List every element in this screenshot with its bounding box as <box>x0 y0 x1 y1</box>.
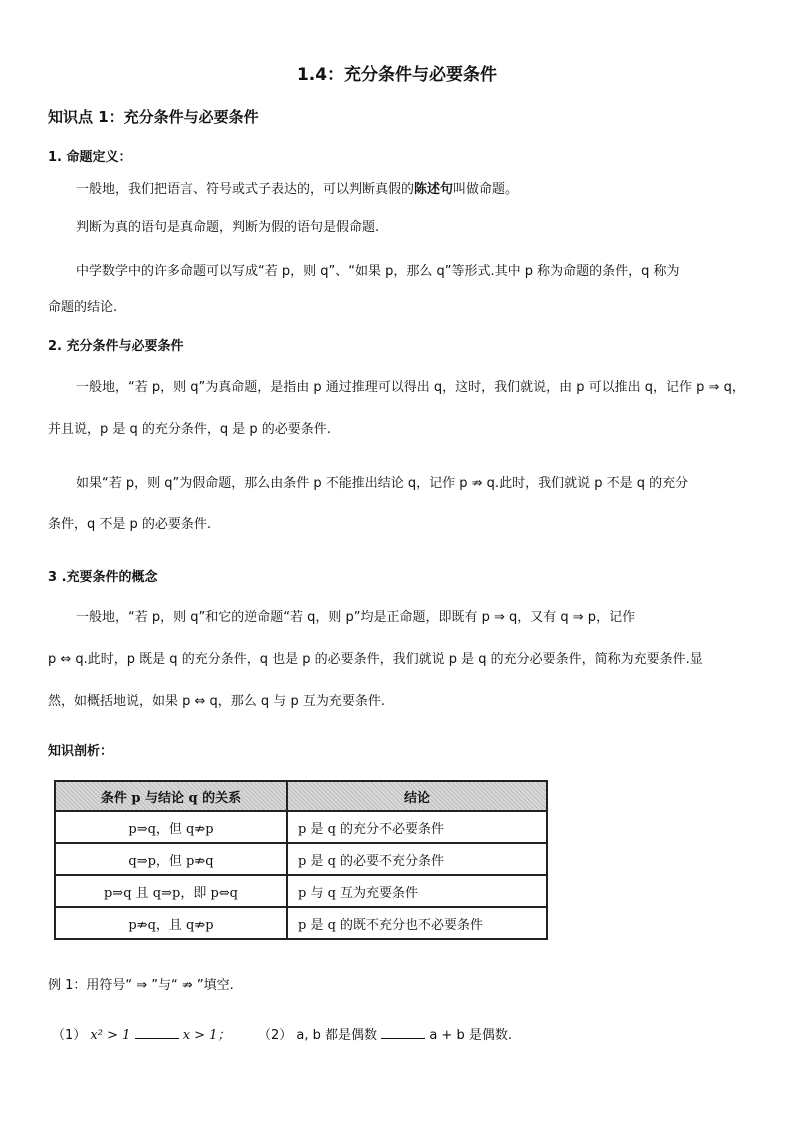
page-title: 1.4：充分条件与必要条件 <box>296 65 498 85</box>
table-cell-condition: p⇒q，但 q⇏p <box>55 811 287 843</box>
s1-line4: 命题的结论. <box>48 300 118 315</box>
example-q2 <box>258 1024 512 1046</box>
s1-line1a: 一般地，我们把语言、符号或式子表达的，可以判断真假的 <box>76 182 415 197</box>
table-row <box>55 875 547 907</box>
q2-number: （2） <box>258 1028 293 1043</box>
table-cell-conclusion: p 是 q 的充分不必要条件 <box>287 811 547 843</box>
table-row <box>55 843 547 875</box>
example-intro: 例 1：用符号“ ⇒ ”与“ ⇏ ”填空. <box>48 978 234 993</box>
q2-right: a + b 是偶数. <box>429 1028 512 1043</box>
q1-right: x > 1； <box>182 1028 231 1043</box>
q2-answer-blank[interactable] <box>381 1024 425 1039</box>
relation-table <box>54 780 548 940</box>
s2-line1: 一般地，“若 p，则 q”为真命题，是指由 p 通过推理可以得出 q，这时，我们就说，由 p 可以推出 q，记作 p ⇒ q， <box>76 380 745 395</box>
q2-left: a, b 都是偶数 <box>296 1028 378 1043</box>
s1-line1 <box>76 180 518 200</box>
q1-answer-blank[interactable] <box>135 1024 179 1039</box>
table-header-row <box>55 781 547 811</box>
table-row <box>55 907 547 939</box>
table-header-conclusion: 结论 <box>287 781 547 811</box>
q1-left: x² > 1 <box>90 1028 131 1043</box>
s2-line4: 条件，q 不是 p 的必要条件. <box>48 517 212 532</box>
s1-line3: 中学数学中的许多命题可以写成“若 p，则 q”、“如果 p，那么 q”等形式.其中 p 称为命题的条件，q 称为 <box>76 264 680 279</box>
s1-line1b: 陈述句 <box>414 182 454 197</box>
analysis-heading: 知识剖析： <box>48 744 114 759</box>
example-q1 <box>52 1024 230 1046</box>
table-cell-condition: q⇒p，但 p⇏q <box>55 843 287 875</box>
s3-line1: 一般地，“若 p，则 q”和它的逆命题“若 q，则 p”均是正命题，即既有 p ⇒ q，又有 q ⇒ p，记作 <box>76 610 636 625</box>
s2-line2: 并且说，p 是 q 的充分条件，q 是 p 的必要条件. <box>48 422 331 437</box>
table-cell-conclusion: p 是 q 的必要不充分条件 <box>287 843 547 875</box>
s2-line3: 如果“若 p，则 q”为假命题，那么由条件 p 不能推出结论 q，记作 p ⇏ q.此时，我们就说 p 不是 q 的充分 <box>76 476 689 491</box>
s1-line1c: 叫做命题。 <box>453 182 519 197</box>
table-cell-condition: p⇒q 且 q⇒p，即 p⇔q <box>55 875 287 907</box>
table-cell-conclusion: p 与 q 互为充要条件 <box>287 875 547 907</box>
table-cell-condition: p⇏q，且 q⇏p <box>55 907 287 939</box>
table-row <box>55 811 547 843</box>
q1-number: （1） <box>52 1028 87 1043</box>
section-heading: 知识点 1：充分条件与必要条件 <box>48 108 259 126</box>
table-header-condition: 条件 p 与结论 q 的关系 <box>55 781 287 811</box>
s3-line2: p ⇔ q.此时，p 既是 q 的充分条件，q 也是 p 的必要条件，我们就说 p 是 q 的充分必要条件，简称为充要条件.显 <box>48 652 703 667</box>
table-cell-conclusion: p 是 q 的既不充分也不必要条件 <box>287 907 547 939</box>
s2-heading: 2. 充分条件与必要条件 <box>48 339 184 354</box>
s3-heading: 3 .充要条件的概念 <box>48 570 158 585</box>
s3-line3: 然，如概括地说，如果 p ⇔ q，那么 q 与 p 互为充要条件. <box>48 694 385 709</box>
s1-line2: 判断为真的语句是真命题，判断为假的语句是假命题. <box>76 220 380 235</box>
s1-heading: 1. 命题定义： <box>48 150 132 165</box>
